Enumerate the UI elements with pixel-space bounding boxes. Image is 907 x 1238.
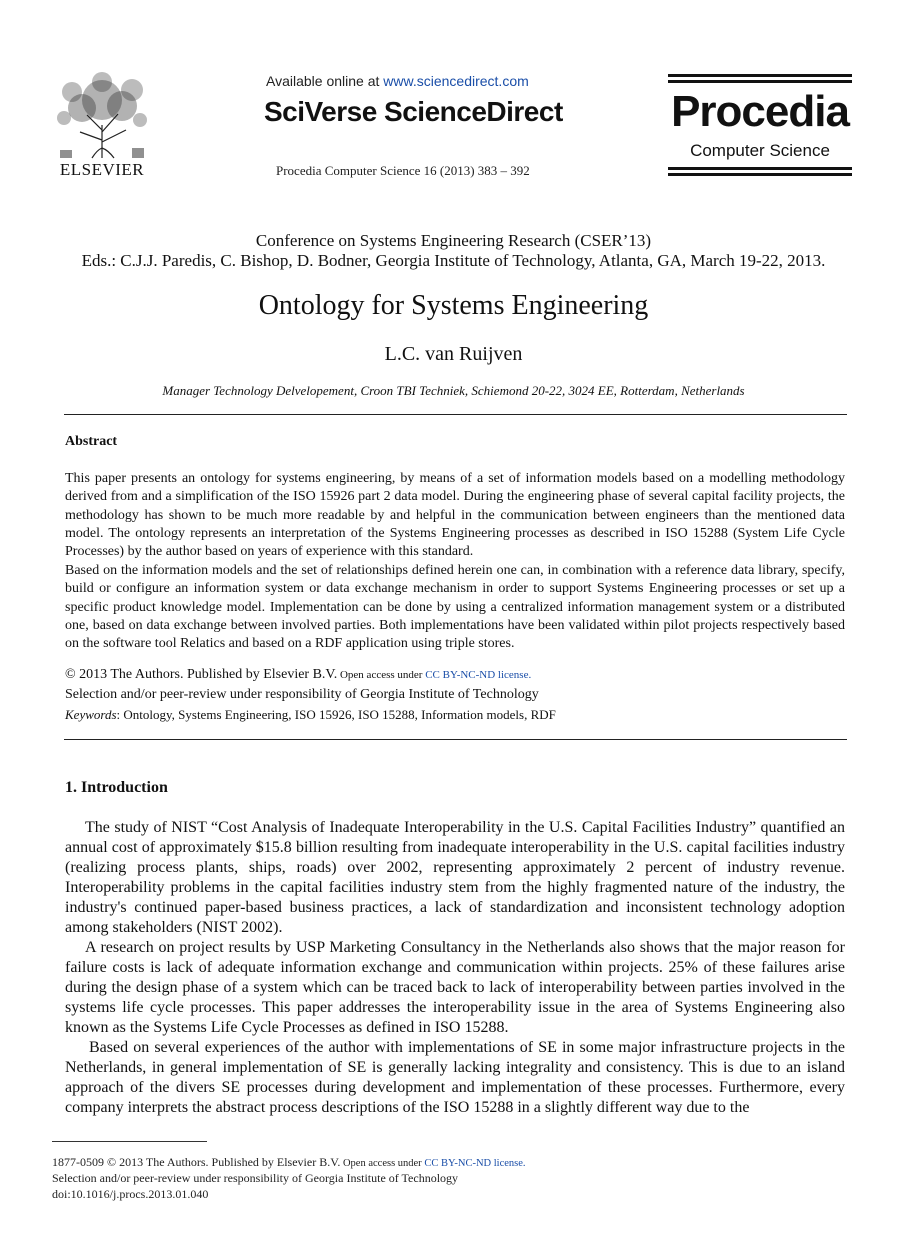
- footer-copyright-text: 1877-0509 © 2013 The Authors. Published by Elsevier B.V.: [52, 1155, 341, 1169]
- procedia-logo-rule: [668, 167, 852, 170]
- abstract-bottom-rule: [64, 739, 847, 740]
- introduction-paragraph: A research on project results by USP Marketing Consultancy in the Netherlands also shows that the major reason for failure costs is lack of adequate information exchange and communication within projects. 25% of these failures arise during the design phase of a system which can be traced back to lack of interoperability between parties involved in the systems life cycle processes. This paper addresses the interoperability issue in the area of Systems Engineering also known as the Systems Life Cycle Processes as defined in ISO 15288.: [65, 939, 845, 1037]
- procedia-logo-rule: [668, 74, 852, 77]
- open-access-text: Open access under: [337, 669, 426, 681]
- procedia-subtitle: Computer Science: [690, 141, 830, 160]
- license-link[interactable]: CC BY-NC-ND license.: [425, 669, 532, 681]
- abstract-paragraph: This paper presents an ontology for systems engineering, by means of a set of information models based on a modelling methodology derived from and a simplification of the ISO 15926 part 2 data model. During the engineering phase of several capital facility projects, the methodology has shown to be much more readable by and helpful in the communication between engineers than the mentioned data model. The ontology represents an interpretation of the Systems Engineering processes as described in ISO 15288 (System Life Cycle Processes) by the author based on years of experience with this standard.: [65, 471, 845, 560]
- elsevier-tree-icon: [52, 70, 152, 160]
- elsevier-logo: [52, 70, 152, 178]
- procedia-logo-rule: [668, 173, 852, 176]
- elsevier-wordmark: ELSEVIER: [59, 160, 145, 179]
- sciverse-sciencedirect-logo: SciVerse ScienceDirect: [264, 96, 563, 127]
- footnote-rule: [52, 1141, 207, 1142]
- introduction-paragraph: Based on several experiences of the author with implementations of SE in some major infrastructure projects in the Netherlands, in general implementation of SE is generally lacking integrality and consistency. This is due to an island approach of the divers SE processes during development and implementation of these processes. Furthermore, every company interprets the abstract process descriptions of the ISO 15288 in a slightly different way due to the: [65, 1039, 845, 1117]
- doi-line[interactable]: doi:10.1016/j.procs.2013.01.040: [52, 1187, 209, 1201]
- footer-copyright-line: [52, 1155, 526, 1170]
- available-online-line: [266, 73, 529, 89]
- procedia-wordmark: Procedia: [671, 87, 849, 136]
- keywords-line: [65, 707, 556, 723]
- conference-name: Conference on Systems Engineering Research (CSER’13): [255, 231, 652, 250]
- copyright-text: © 2013 The Authors. Published by Elsevier B.V.: [65, 667, 338, 682]
- journal-reference: Procedia Computer Science 16 (2013) 383 – 392: [276, 163, 530, 178]
- footer-open-access-text: Open access under: [340, 1158, 425, 1169]
- author-affiliation: Manager Technology Delvelopement, Croon TBI Techniek, Schiemond 20-22, 3024 EE, Rotterdam, Netherlands: [162, 383, 745, 398]
- footer-license-link[interactable]: CC BY-NC-ND license.: [424, 1158, 526, 1169]
- procedia-logo-rule: [668, 80, 852, 83]
- copyright-line: [65, 667, 531, 683]
- introduction-heading: 1. Introduction: [65, 779, 168, 796]
- editors-line: Eds.: C.J.J. Paredis, C. Bishop, D. Bodner, Georgia Institute of Technology, Atlanta, GA, March 19-22, 2013.: [81, 251, 826, 270]
- author-name: L.C. van Ruijven: [384, 343, 523, 365]
- procedia-logo: [668, 74, 852, 174]
- sciencedirect-link[interactable]: www.sciencedirect.com: [383, 73, 529, 89]
- keywords-list: : Ontology, Systems Engineering, ISO 15926, ISO 15288, Information models, RDF: [116, 707, 556, 722]
- introduction-paragraph: The study of NIST “Cost Analysis of Inadequate Interoperability in the U.S. Capital Facilities Industry” quantified an annual cost of approximately $15.8 billion resulting from inadequate interoperability in the U.S. capital facilities industry (realizing process plants, ships, roads) over 2002, representing approximately 2 percent of industry revenue. Interoperability problems in the capital facilities industry stem from the highly fragmented nature of the industry, the industry's continued paper-based business practices, a lack of standardization and inconsistent technology adoption among stakeholders (NIST 2002).: [65, 819, 845, 937]
- available-online-prefix: Available online at: [266, 73, 384, 89]
- peer-review-line: Selection and/or peer-review under responsibility of Georgia Institute of Technology: [65, 687, 539, 702]
- abstract-heading: Abstract: [65, 434, 118, 449]
- keywords-label: Keywords: [65, 707, 117, 722]
- abstract-top-rule: [64, 414, 847, 415]
- paper-title: Ontology for Systems Engineering: [258, 290, 649, 321]
- footer-peer-review-line: Selection and/or peer-review under responsibility of Georgia Institute of Technology: [52, 1171, 459, 1185]
- abstract-paragraph: Based on the information models and the set of relationships defined herein one can, in combination with a reference data library, specify, build or configure an information system or data exchange mechanism in order to support Systems Engineering processes or set up a specific product knowledge model. Implementation can be done by using a centralized information management system or a distributed one, based on data exchange between involved parties. Both implementations have been validated within pilot projects respectively based on the software tool Relatics and based on a RDF application using triple stores.: [65, 563, 845, 652]
